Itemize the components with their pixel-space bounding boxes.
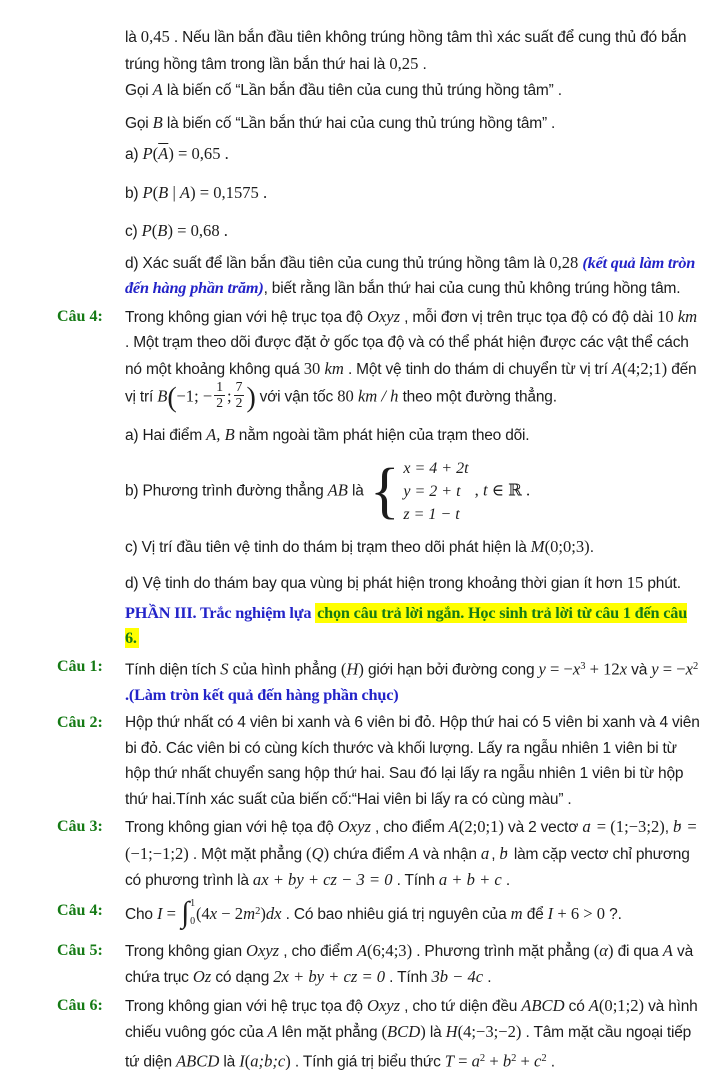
text-run: đến vị trí <box>125 360 697 406</box>
text-run: , cho tứ diện đều <box>400 997 522 1015</box>
paragraph-text <box>125 304 700 413</box>
paragraph-text <box>125 895 700 932</box>
text-run: ( <box>244 1050 251 1070</box>
system-line: x = 4 + 2t <box>403 459 469 477</box>
text-run: , <box>664 819 673 837</box>
part2-question-4 <box>57 304 700 413</box>
text-run: 3b − 4c <box>431 967 484 987</box>
text-run: a <box>471 1050 480 1070</box>
question-label: Câu 4: <box>57 901 103 919</box>
text-run: 30 <box>303 358 325 378</box>
text-run: PHẦN III. Trắc nghiệm lựa <box>125 603 316 622</box>
text-run: . Tính <box>385 969 432 987</box>
text-run: x <box>572 659 581 679</box>
text-run: Q <box>311 843 324 863</box>
text-run: và hình chiếu vuông góc của <box>125 997 698 1042</box>
text-run: . <box>589 538 594 556</box>
fraction-denominator: 2 <box>216 394 224 410</box>
fraction-numerator: 7 <box>235 379 243 394</box>
text-run: + 6 > 0 <box>553 903 606 923</box>
part3-question-5 <box>57 938 700 991</box>
fraction-denominator: 2 <box>235 394 243 410</box>
superscript: 2 <box>255 905 261 917</box>
part3-heading <box>57 601 700 652</box>
text-run: . Một vệ tinh do thám di chuyển từ vị trí <box>343 360 612 378</box>
text-run: (0;0;3) <box>544 536 590 556</box>
system-lines <box>403 457 468 526</box>
integral-sign-icon: ∫ <box>181 895 190 929</box>
question-label: Câu 4: <box>57 307 103 325</box>
text-run: là <box>125 29 141 46</box>
text-run: ( <box>151 221 158 240</box>
text-run: ABCD <box>176 1050 220 1070</box>
text-run: | <box>168 182 180 202</box>
text-run: I <box>239 1050 245 1070</box>
superscript: 2 <box>479 1052 486 1064</box>
text-run: BCD <box>387 1022 421 1042</box>
text-run: , biết rằng lần bắn thứ hai của cung thủ không trúng hồng tâm. <box>263 280 681 297</box>
text-run: I <box>547 903 554 923</box>
text-run: và chứa trục <box>125 942 693 987</box>
text-run: + 12 <box>585 659 620 679</box>
paragraph-text <box>125 683 700 709</box>
text-run: A <box>179 182 191 202</box>
integral-bounds <box>189 896 195 930</box>
text-run: phút. <box>643 575 681 593</box>
text-run: ) <box>607 940 614 960</box>
paragraph-text <box>125 110 700 137</box>
text-run: ( <box>340 659 347 679</box>
equation-system: { x = 4 + 2t y = 2 + t z = 1 − t <box>369 457 469 526</box>
text-run: km <box>677 306 698 326</box>
text-run: . Có bao nhiêu giá trị nguyên của <box>281 905 511 923</box>
text-run: ( <box>306 843 312 863</box>
superscript: 2 <box>541 1052 547 1064</box>
text-run: Trong không gian <box>125 942 246 960</box>
question-label: Câu 1: <box>57 657 103 675</box>
paragraph-text <box>125 218 700 245</box>
text-run: Gọi <box>125 82 153 99</box>
text-run: x <box>685 659 693 679</box>
text-run: ) = 0,65 . <box>168 144 229 163</box>
text-run: Oxyz <box>337 817 371 837</box>
part3-question-6 <box>57 993 700 1074</box>
text-run: t <box>482 480 488 500</box>
text-run: .(Làm tròn kết quả đến hàng phần chục) <box>125 685 399 704</box>
text-run: giới hạn bởi đường cong <box>363 661 539 679</box>
event-definition-B <box>57 110 700 137</box>
text-run: A <box>152 80 163 99</box>
part3-question-3 <box>57 814 700 894</box>
integral <box>181 896 195 930</box>
event-definition-A <box>57 77 700 104</box>
fraction <box>214 380 225 410</box>
text-run: là <box>347 482 368 500</box>
text-run: a) Hai điểm <box>125 427 207 445</box>
text-run: d) Xác suất để lần bắn đầu tiên của cung thủ trúng hồng tâm là <box>125 254 550 272</box>
paragraph-text <box>125 814 700 894</box>
text-run: b → <box>499 844 507 863</box>
text-run: theo một đường thẳng. <box>398 388 557 406</box>
superscript: 2 <box>511 1052 517 1064</box>
text-run: A, B <box>206 425 235 445</box>
text-run: c <box>534 1050 542 1070</box>
text-run: = − <box>658 659 686 679</box>
text-run: có <box>564 997 589 1015</box>
text-run: Gọi <box>125 114 153 132</box>
text-run: $\overline{A}$ <box>158 144 169 163</box>
text-run: ( <box>167 382 177 414</box>
text-run: 10 <box>657 306 678 326</box>
part3-question-2 <box>57 710 700 812</box>
text-run: ) <box>323 843 330 863</box>
text-run: và nhận <box>418 845 481 863</box>
text-run: ( <box>152 144 159 163</box>
integral-lower-bound: 0 <box>190 915 195 927</box>
text-run: với vận tốc <box>255 388 338 406</box>
text-run: chọn câu trả lời ngắn. Học sinh trả lời từ câu 1 đến câu 6. <box>125 603 688 648</box>
text-run: ) <box>285 1050 291 1070</box>
text-run: a → <box>582 817 590 836</box>
text-run: ) <box>246 382 256 414</box>
text-run: b → <box>673 817 681 836</box>
text-run: y <box>651 659 659 679</box>
text-run: M <box>530 536 545 556</box>
text-run: Oxyz <box>245 940 280 960</box>
document-content <box>57 24 700 1074</box>
statement-a <box>57 141 700 168</box>
statement-d <box>57 250 700 302</box>
text-run: ) = 0,68 . <box>167 221 228 240</box>
paragraph-text <box>125 570 700 597</box>
paragraph-text <box>125 24 700 77</box>
text-run: B <box>152 112 163 132</box>
text-run: 0,25 <box>389 53 419 73</box>
question-label: Câu 2: <box>57 714 103 732</box>
q4-statement-d <box>57 570 700 597</box>
paragraph-text <box>125 710 700 812</box>
text-run: c) Vị trí đầu tiên vệ tinh do thám bị trạm theo dõi phát hiện là <box>125 538 531 556</box>
text-run: m <box>243 903 256 923</box>
text-run: làm cặp vectơ chỉ phương có phương trình là <box>125 845 690 890</box>
paragraph-text <box>125 938 700 991</box>
text-run: (0;1;2) <box>598 995 645 1015</box>
q4-statement-b <box>57 457 700 526</box>
text-run: y <box>538 659 546 679</box>
text-run: , <box>491 845 500 863</box>
text-run: , cho điểm <box>370 819 449 837</box>
text-run: P <box>142 182 153 202</box>
text-run: đi qua <box>613 942 663 960</box>
text-run: x <box>619 659 628 679</box>
text-run: ∈ ℝ . <box>487 480 531 500</box>
text-run: ) = 0,1575 . <box>190 182 268 202</box>
text-run: (4;−3;−2) <box>457 1022 522 1042</box>
part3-question-4 <box>57 895 700 932</box>
text-run: Trong không gian với hệ trục tọa độ <box>125 308 367 326</box>
text-run: Cho <box>125 905 157 923</box>
text-run: A <box>267 1022 278 1042</box>
question-label: Câu 5: <box>57 941 103 959</box>
q4-statement-c <box>57 534 700 561</box>
text-run: . Phương trình mặt phẳng <box>412 942 594 960</box>
text-run: T <box>444 1050 454 1070</box>
text-run: a + b + c <box>438 870 502 890</box>
paragraph-text <box>125 141 700 168</box>
text-run: 0,28 <box>549 252 579 272</box>
text-run: có dạng <box>211 969 274 987</box>
text-run: . Tính <box>392 872 439 890</box>
text-run: của hình phẳng <box>228 661 341 679</box>
text-run: a;b;c <box>250 1050 286 1070</box>
paragraph-text <box>125 422 700 449</box>
system-line: z = 1 − t <box>403 505 460 523</box>
text-run: 2x + by + cz = 0 <box>273 967 386 987</box>
text-run: km / h <box>357 386 399 406</box>
q4-statement-a <box>57 422 700 449</box>
text-run: m <box>510 903 523 923</box>
paragraph-text <box>125 180 700 207</box>
text-run: Oz <box>192 967 212 987</box>
text-run: a → <box>481 844 489 863</box>
text-run: ( <box>152 182 159 202</box>
statement-c <box>57 218 700 245</box>
text-run: ABCD <box>521 995 565 1015</box>
text-run: là <box>425 1024 446 1042</box>
text-run: km <box>324 358 344 378</box>
text-run: A <box>611 358 622 378</box>
text-run: 80 <box>337 386 358 406</box>
statement-b <box>57 180 700 207</box>
text-run: ax + by + cz − 3 = 0 <box>252 870 393 890</box>
text-run: A <box>588 995 599 1015</box>
continuation-intro <box>57 24 700 77</box>
text-run: = <box>162 903 181 923</box>
text-run: Trong không gian với hệ trục tọa độ <box>125 997 367 1015</box>
text-run: P <box>141 221 152 240</box>
paragraph-text <box>125 534 700 561</box>
text-run: + <box>516 1050 535 1070</box>
question-label: Câu 6: <box>57 996 103 1014</box>
text-run: H <box>445 1022 458 1042</box>
text-run: B <box>157 221 168 240</box>
text-run: , cho điểm <box>279 942 357 960</box>
text-run: , <box>470 480 483 500</box>
text-run: . <box>418 55 427 73</box>
text-run: = (−1;−1;2) <box>125 817 697 863</box>
text-run: α <box>599 940 608 960</box>
text-run: ?. <box>605 905 622 923</box>
text-run: Oxyz <box>366 306 401 326</box>
text-run: = <box>453 1050 472 1070</box>
system-line: y = 2 + t <box>403 482 461 500</box>
text-run: x <box>209 903 218 923</box>
paragraph-text <box>125 77 700 104</box>
text-run: Hộp thứ nhất có 4 viên bi xanh và 6 viên bi đỏ. Hộp thứ hai có 5 viên bi xanh và 4 viên bi đỏ. Các viên bi có cùng kích thước và khối lượng. Lấy ra ngẫu nhiên 1 viên bi từ hộp thứ nhất chuyển sang hộp thứ hai. Sau đó lại lấy ra ngẫu nhiên 1 viên bi từ hộp thứ hai.Tính xác suất của biến cố:“Hai viên bi lấy ra có cùng màu” . <box>125 714 700 808</box>
text-run: ( <box>381 1022 388 1042</box>
text-run: A <box>448 817 459 837</box>
text-run: AB <box>327 480 348 500</box>
text-run: . Tâm mặt cầu ngoại tiếp tứ diện <box>125 1024 692 1070</box>
text-run: (4 <box>195 903 210 923</box>
text-run: (2;0;1) <box>458 817 504 837</box>
text-run: (4;2;1) <box>621 358 668 378</box>
text-run: và <box>627 661 652 679</box>
text-run: b <box>502 1050 512 1070</box>
paragraph-text <box>125 457 700 526</box>
question-label: Câu 3: <box>57 818 103 836</box>
paragraph-text <box>125 654 700 683</box>
paragraph-text <box>125 250 700 302</box>
superscript: 2 <box>692 660 699 672</box>
text-run: ) <box>420 1022 426 1042</box>
text-run: b) Phương trình đường thẳng <box>125 482 328 500</box>
text-run: . <box>483 969 492 987</box>
text-run: Oxyz <box>366 995 401 1015</box>
text-run: 15 <box>626 573 644 593</box>
paragraph-text <box>125 601 700 652</box>
text-run: S <box>220 659 229 679</box>
text-run: . <box>501 872 510 890</box>
text-run: . <box>546 1052 555 1070</box>
text-run: = − <box>545 659 573 679</box>
text-run: b) <box>125 184 143 202</box>
text-run: . Nếu lần bắn đầu tiên không trúng hồng tâm thì xác suất để cung thủ đó bắn trúng hồng tâm trong lần bắn thứ hai là <box>125 29 687 73</box>
text-run: a) <box>125 146 143 163</box>
text-run: dx <box>265 903 282 923</box>
text-run: lên mặt phẳng <box>277 1024 382 1042</box>
text-run: B <box>157 386 168 406</box>
text-run: − 2 <box>217 903 244 923</box>
text-run: d) Vệ tinh do thám bay qua vùng bị phát hiện trong khoảng thời gian ít hơn <box>125 575 627 593</box>
text-run: A <box>356 940 367 960</box>
integral-upper-bound: 1 <box>190 897 195 909</box>
text-run: H <box>346 659 359 679</box>
text-run: I <box>156 903 163 923</box>
text-run: . Một trạm theo dõi được đặt ở gốc tọa độ và có thể phát hiện được các vật thể cách nó một khoảng không quá <box>125 334 689 378</box>
text-run: Tính diện tích <box>125 661 221 679</box>
text-run: ) <box>260 903 266 923</box>
fraction <box>234 380 245 410</box>
text-run: ) <box>358 659 364 679</box>
text-run: . Một mặt phẳng <box>188 845 307 863</box>
text-run: c) <box>125 223 142 240</box>
text-run: P <box>142 144 153 163</box>
text-run: = (1;−3;2) <box>592 817 665 837</box>
text-run: (6;4;3) <box>366 940 413 960</box>
text-run: ; <box>227 386 232 406</box>
text-run: A <box>662 940 673 960</box>
text-run: ( <box>593 940 600 960</box>
text-run: và 2 vectơ <box>503 819 583 837</box>
text-run: . Tính giá trị biểu thức <box>290 1052 445 1070</box>
text-run: A <box>408 843 419 863</box>
text-run: (kết quả làm tròn đến hàng phần trăm) <box>125 253 696 297</box>
text-run: là biến cố “Lần bắn đầu tiên của cung thủ trúng hồng tâm” . <box>162 82 562 99</box>
text-run: Trong không gian với hệ tọa độ <box>125 819 338 837</box>
text-run: B <box>158 182 169 202</box>
text-run: + <box>485 1050 503 1070</box>
text-run: , mỗi đơn vị trên trục tọa độ có độ dài <box>400 308 658 326</box>
part3-question-1 <box>57 654 700 683</box>
text-run: là biến cố “Lần bắn thứ hai của cung thủ trúng hồng tâm” . <box>162 114 556 132</box>
text-run: chứa điểm <box>329 845 409 863</box>
fraction-numerator: 1 <box>216 379 224 394</box>
text-run: nằm ngoài tầm phát hiện của trạm theo dõi. <box>234 427 530 445</box>
text-run: 0,45 <box>140 27 170 46</box>
text-run: −1; − <box>176 386 213 406</box>
superscript: 3 <box>580 660 586 672</box>
q1-rounding-note <box>57 683 700 709</box>
text-run: để <box>522 905 548 923</box>
text-run: là <box>219 1052 240 1070</box>
paragraph-text <box>125 993 700 1074</box>
